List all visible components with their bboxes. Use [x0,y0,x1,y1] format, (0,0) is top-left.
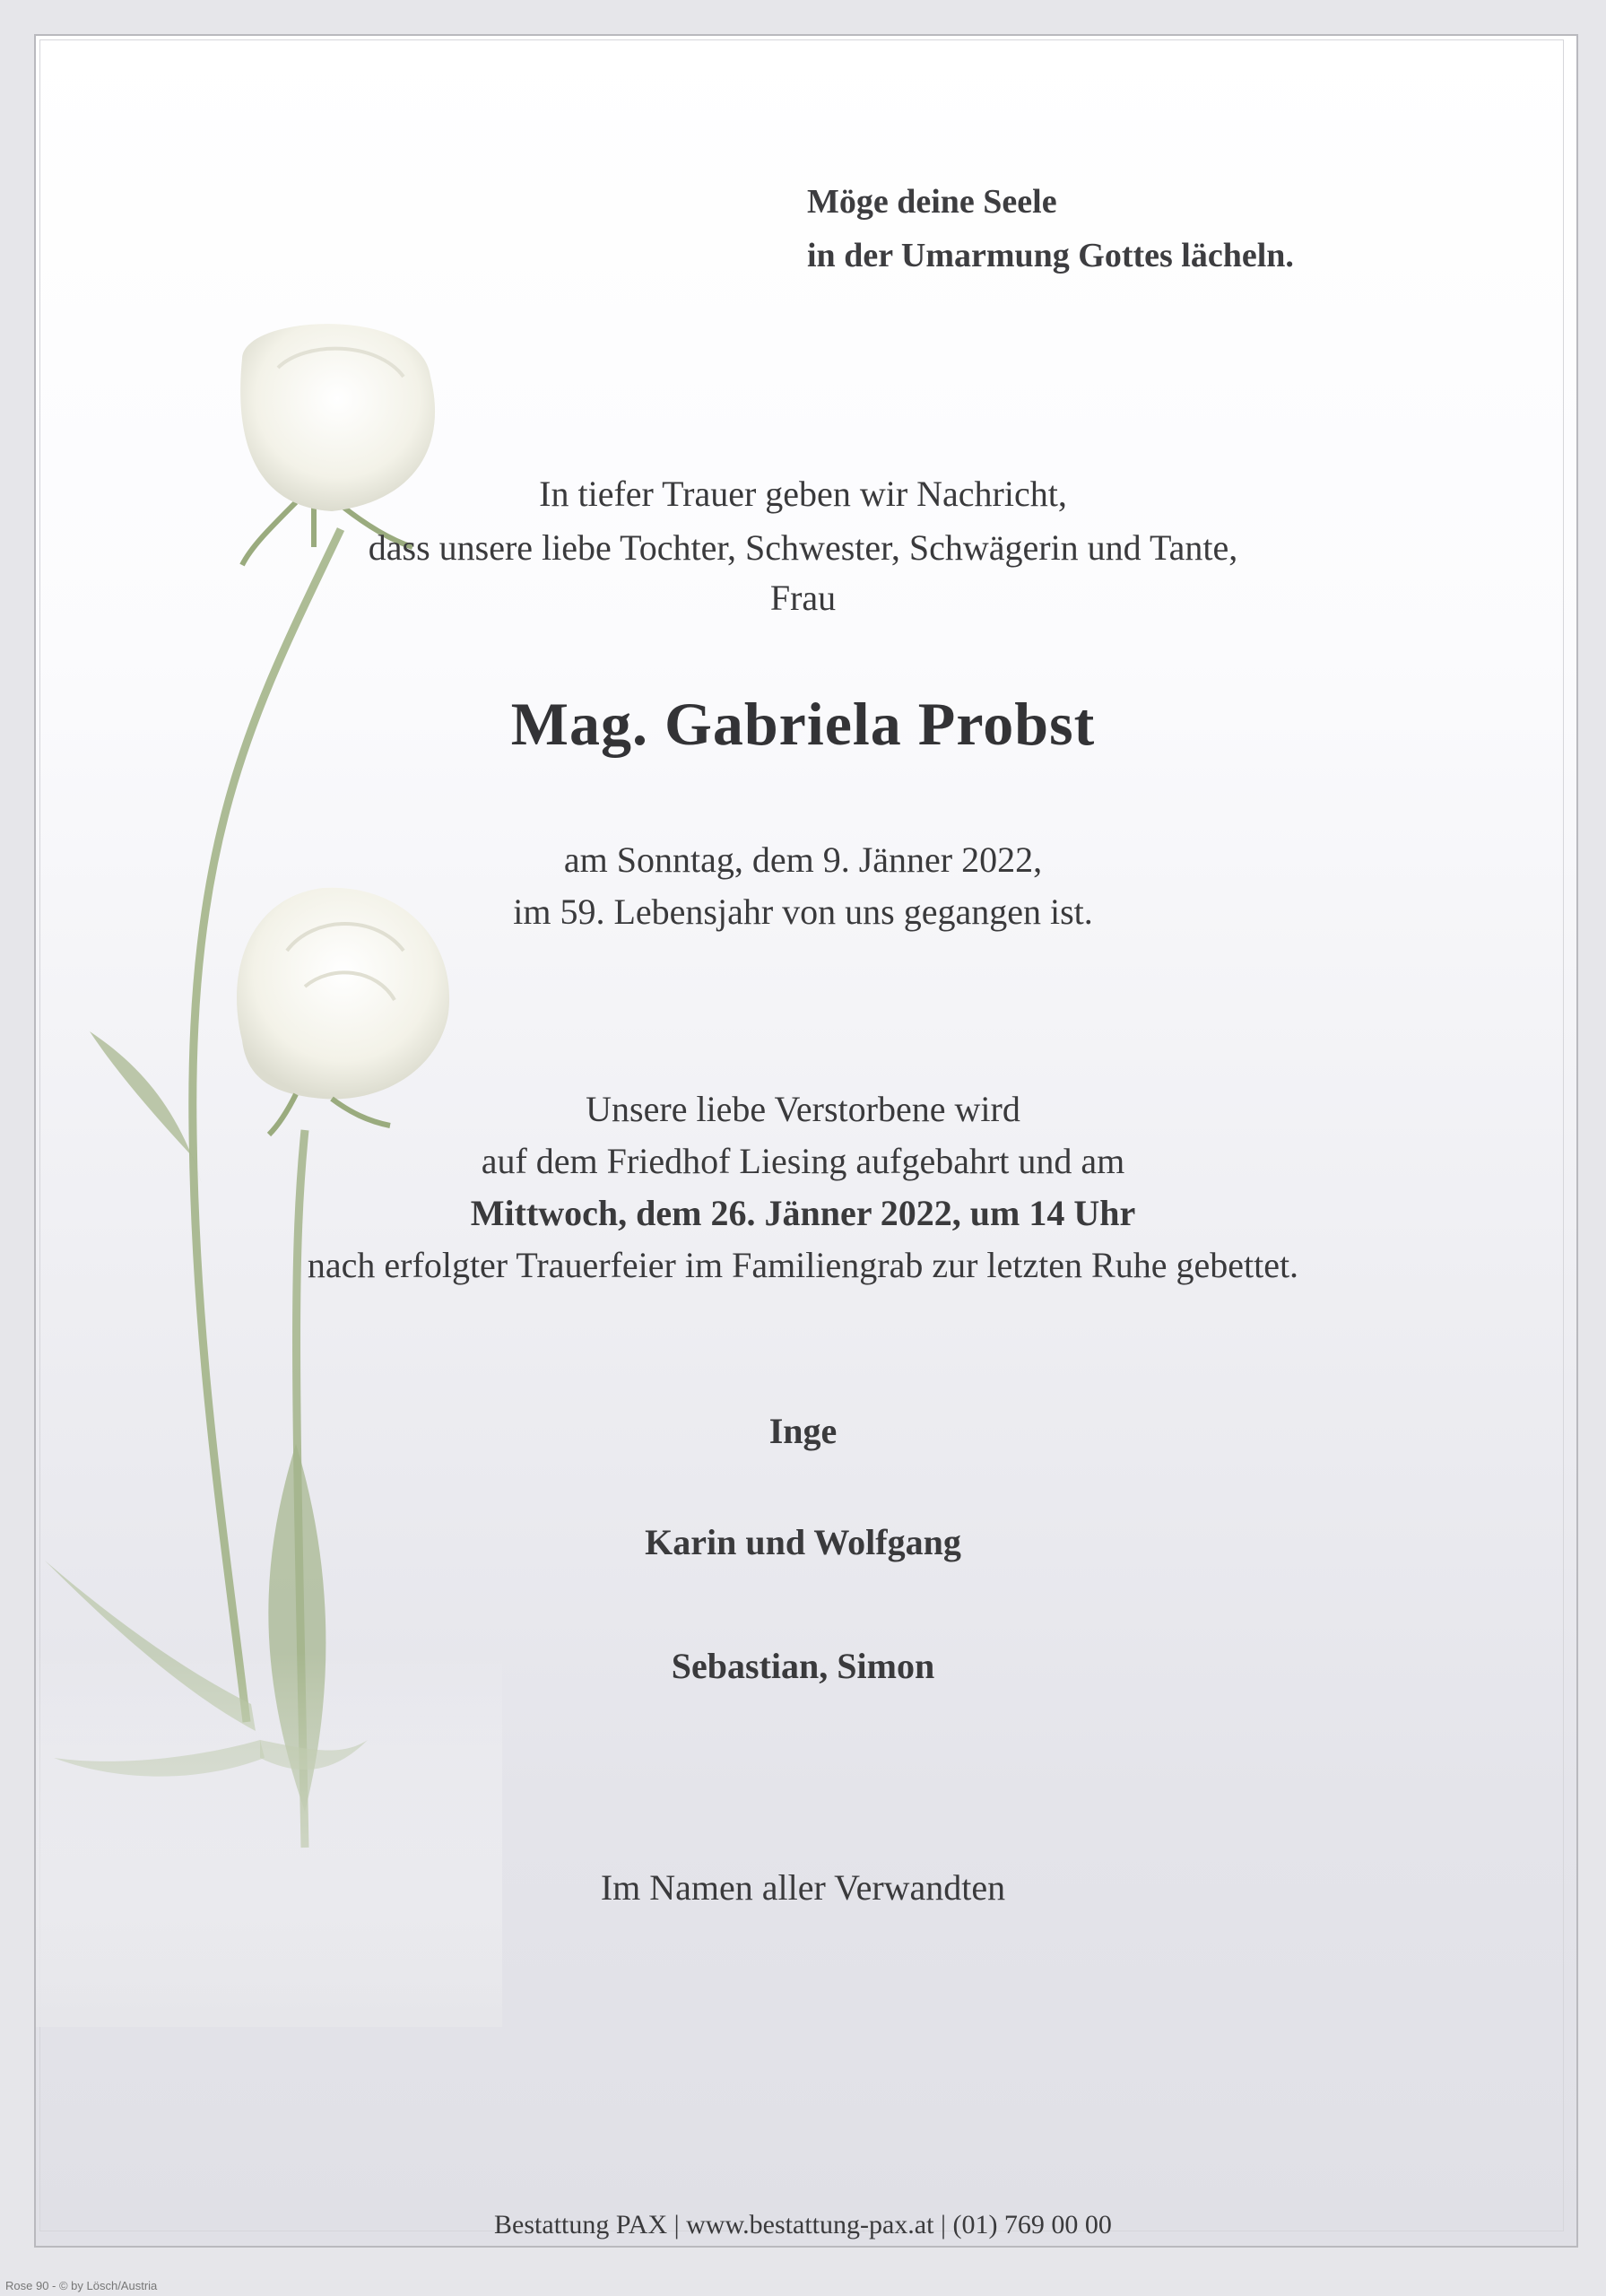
mourner-1: Inge [768,1411,838,1451]
funeral-line-1: Unsere liebe Verstorbene wird [586,1089,1020,1129]
closing-line: Im Namen aller Verwandten [600,1867,1006,1908]
motto-line-1: Möge deine Seele [807,183,1057,221]
funeral-line-4: nach erfolgter Trauerfeier im Familiengrab zur letzten Ruhe gebettet. [307,1245,1299,1285]
motto-line-2: in der Umarmung Gottes lächeln. [807,237,1294,274]
death-line-2: im 59. Lebensjahr von uns gegangen ist. [513,891,1093,932]
death-line-1: am Sonntag, dem 9. Jänner 2022, [563,839,1043,880]
deceased-name: Mag. Gabriela Probst [510,690,1096,758]
funeral-line-3: Mittwoch, dem 26. Jänner 2022, um 14 Uhr [470,1193,1136,1233]
mourner-2: Karin und Wolfgang [645,1522,961,1562]
mourner-3: Sebastian, Simon [671,1646,935,1686]
image-credit: Rose 90 - © by Lösch/Austria [5,2279,158,2292]
announcement-line-1: In tiefer Trauer geben wir Nachricht, [539,474,1067,514]
funeral-home-footer: Bestattung PAX | www.bestattung-pax.at | (01) 769 00 00 [494,2210,1112,2239]
funeral-line-2: auf dem Friedhof Liesing aufgebahrt und am [481,1141,1125,1181]
announcement-line-2: dass unsere liebe Tochter, Schwester, Schwägerin und Tante, [368,527,1238,568]
announcement-line-3: Frau [769,578,837,618]
